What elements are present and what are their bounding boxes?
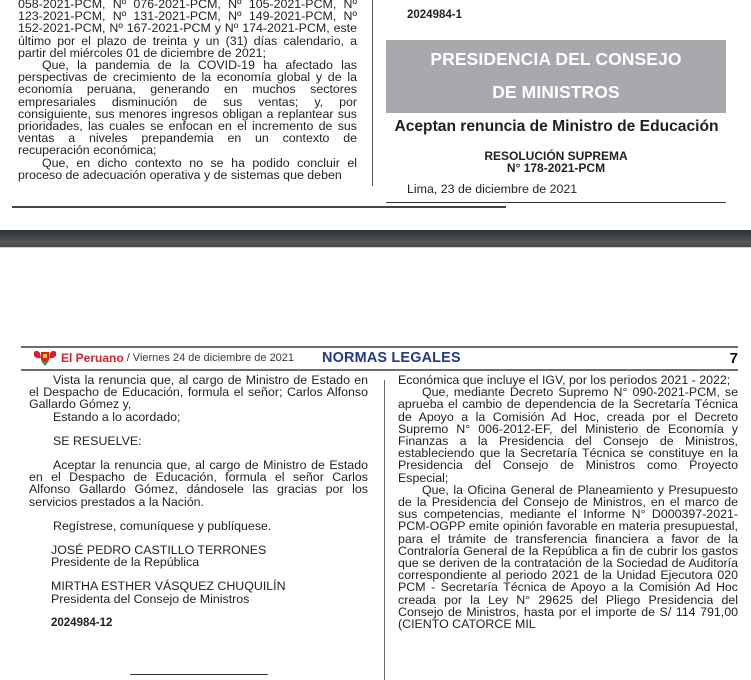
paragraph: Estando a lo acordado; [53, 409, 181, 424]
article-headline: Aceptan renuncia de Ministro de Educación [394, 118, 719, 135]
column-divider [372, 0, 373, 186]
page-number: 7 [729, 349, 738, 367]
resolution-heading [386, 150, 726, 174]
page-fragment-bottom [0, 248, 751, 680]
paragraph: Que, mediante Decreto Supremo N° 090-2021-PCM, se aprueba el cambio de dependencia de la Secretaría Técnica de Apoyo a la Comisión Ad Hoc, creada por el Decreto Supremo N° 006-2012-EF, del Ministerio de Economía y Finanzas a la Presidencia del Consejo de Ministros, estableciendo que la Secretaría Técnica se constituye en la Presidencia del Consejo de Ministros como Proyecto Especial; [398, 385, 738, 485]
resolution-number: N° 178-2021-PCM [506, 161, 606, 175]
closing-formula: Regístrese, comuníquese y publíquese. [53, 518, 272, 533]
signer-title: Presidente de la República [51, 555, 200, 570]
resolve-heading: SE RESUELVE: [53, 433, 142, 448]
document-code: 2024984-12 [51, 616, 113, 629]
paragraph: 058-2021-PCM, Nº 076-2021-PCM, Nº 105-2021-PCM, Nº 123-2021-PCM, Nº 131-2021-PCM, Nº 149-2021-PCM, Nº 152-2021-PCM, Nº 167-2021-PCM y Nº 174-2021-PCM, este último por el plazo de treinta y un (31) días calendario, a partir del miércoles 01 de diciembre de 2021; [18, 0, 357, 60]
signer-name: JOSÉ PEDRO CASTILLO TERRONES [51, 543, 267, 558]
left-column [29, 374, 368, 629]
signer-title: Presidenta del Consejo de Ministros [51, 591, 250, 606]
paragraph: Vista la renuncia que, al cargo de Ministro de Estado en el Despacho de Educación, formula el señor; Carlos Alfonso Gallardo Gómez y, [29, 373, 368, 412]
paragraph: Aceptar la renuncia que, al cargo de Ministro de Estado en el Despacho de Educación, formula el señor Carlos Alfonso Gallardo Gómez, dándosele las gracias por los servicios prestados a la Nación. [29, 458, 368, 509]
page-separator-bar [0, 230, 751, 248]
paragraph: Que, la Oficina General de Planeamiento y Presupuesto de la Presidencia del Consejo de Ministros, en el marco de sus competencias, mediante el Informe N° D000397-2021-PCM-OGPP emite opinión favorable en materia presupuestal, para el trámite de transferencia financiera a favor de la Contraloría General de la República a fin de cubrir los gastos que se deriven de la contratación de la Sociedad de Auditoría correspondiente al periodo 2021 de la Unidad Ejecutora 020 PCM - Secretaría Técnica de Apoyo a la Comisión Ad Hoc creada por la Ley N° 29625 del Pliego Presidencia del Consejo de Ministros, hasta por el importe de S/ 114 791,00 (CIENTO CATORCE MIL [398, 482, 738, 632]
page-bottom-rule [12, 206, 506, 208]
section-title: NORMAS LEGALES [322, 350, 461, 366]
column-divider [384, 380, 385, 680]
right-column [398, 374, 738, 630]
end-rule [130, 674, 268, 675]
newspaper-brand: El Peruano [61, 351, 124, 365]
banner-line-1: PRESIDENCIA DEL CONSEJO [430, 49, 682, 69]
section-banner [386, 40, 726, 113]
page-fragment-top [0, 0, 751, 222]
paragraph: Que, en dicho contexto no se ha podido concluir el proceso de adecuación operativa y de sistemas que deben [18, 155, 357, 182]
paragraph: Que, la pandemia de la COVID-19 ha afectado las perspectivas de crecimiento de la economía global y de la economía peruana, generando en muchos sectores empresariales disminución de sus ventas; y, por consiguiente, sus menores ingresos obligan a replantear sus prioridades, las cuales se enfocan en el incremento de sus ventas a niveles prepandemia en un contexto de recuperación económica; [18, 58, 357, 158]
left-column [18, 0, 357, 181]
document-code: 2024984-1 [407, 9, 462, 21]
masthead [21, 348, 738, 368]
masthead-bottom-rule [21, 369, 738, 371]
place-date: Lima, 23 de diciembre de 2021 [407, 182, 578, 196]
issue-date: / Viernes 24 de diciembre de 2021 [126, 352, 295, 364]
resolution-type: RESOLUCIÓN SUPREMA [484, 149, 628, 163]
signer-name: MIRTHA ESTHER VÁSQUEZ CHUQUILÍN [51, 579, 286, 594]
coat-of-arms-icon [32, 349, 58, 367]
banner-line-2: DE MINISTROS [492, 82, 620, 102]
paragraph: Económica que incluye el IGV, por los periodos 2021 - 2022; [398, 373, 731, 387]
horizontal-rule [386, 202, 726, 203]
